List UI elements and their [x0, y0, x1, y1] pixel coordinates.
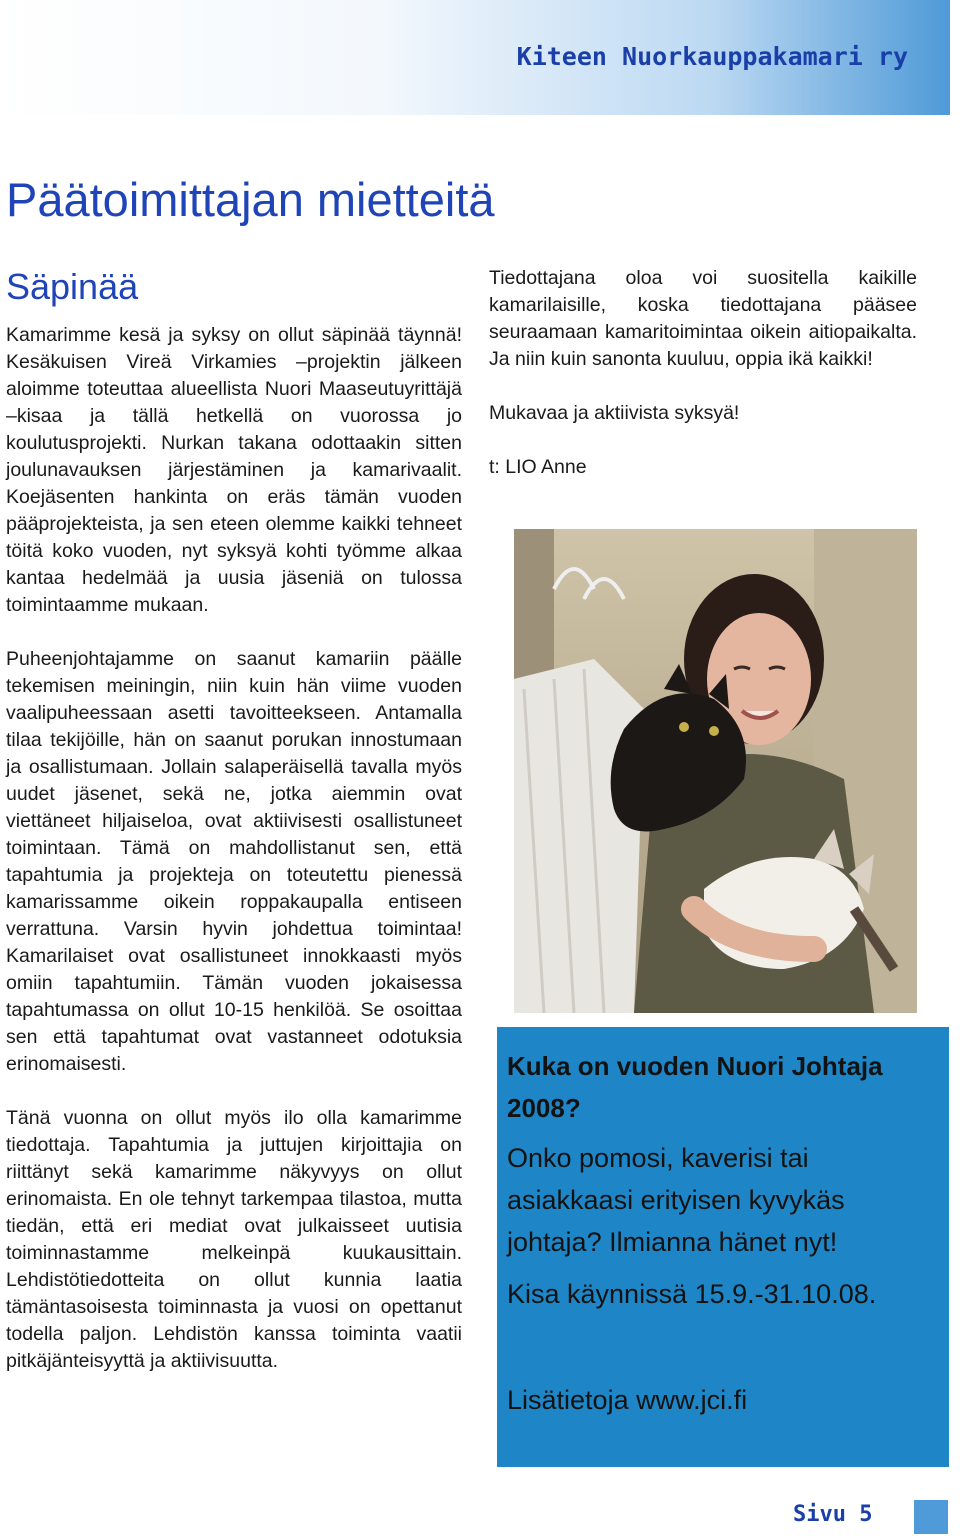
ad-question: Onko pomosi, kaverisi tai asiakkaasi erityisen kyvykäs johtaja? Ilmianna hänet nyt!: [507, 1143, 845, 1257]
author-signature: t: LIO Anne: [489, 456, 587, 478]
article-paragraph: Tänä vuonna on ollut myös ilo olla kamarimme tiedottaja. Tapahtumia ja juttujen kirjoittajia on riittänyt sekä kamarimme näkyvyys on ollut erinomaista. En ole tehnyt tarkempaa tilastoa, mutta tiedän, että eri mediat ovat julkaisseet uutisia toiminnastamme melkeinpä kuukausittain. Lehdistötiedotteita on ollut kunnia laatia tämäntasoisesta toiminnasta ja vuosi on opettanut todella paljon. Lehdistön kanssa toiminta vaatii pitkäjänteisyyttä ja aktiivisuutta.: [6, 1107, 462, 1372]
ad-dates: Kisa käynnissä 15.9.-31.10.08.: [507, 1279, 877, 1309]
author-photo: [514, 529, 917, 1013]
closing-line: Mukavaa ja aktiivista syksyä!: [489, 402, 740, 424]
article-paragraph: Puheenjohtajamme on saanut kamariin päälle tekemisen meiningin, niin kuin hän viime vuoden vaalipuheessaan asetti tavoitteekseen. Antamalla tilaa tekijöille, hän on saanut porukan innostumaan ja osallistumaan. Jollain salaperäisellä tavalla myös uudet jäsenet, sekä ne, jotka aiemmin ovat viettäneet hiljaiseloa, ovat aktiivisesti osallistuneet toimintaan. Tämä on mahdollistanut sen, että tapahtumia ja projekteja on toteutettu pienessä kamarissamme oikein roppakaupalla entiseen verrattuna. Varsin hyvin johdettua toimintaa! Kamarilaiset ovat osallistuneet innokkaasti myös omiin tapahtumiin. Tämän vuoden jokaisessa tapahtumassa on ollut 10-15 henkilöä. Se osoittaa sen että tapahtumat ovat vastanneet odotuksia erinomaisesti.: [6, 648, 462, 1075]
page-number-marker: [914, 1500, 948, 1534]
article-paragraph: Tiedottajana oloa voi suositella kaikille kamarilaisille, koska tiedottajana pääsee seuraamaan kamaritoimintaa oikein aitiopaikalta. Ja niin kuin sanonta kuuluu, oppia ikä kaikki!: [489, 267, 917, 370]
section-title: Säpinää: [6, 266, 139, 307]
article-paragraph: Kamarimme kesä ja syksy on ollut säpinää täynnä! Kesäkuisen Vireä Virkamies –projektin jälkeen aloimme toteuttaa alueellista Nuori Maaseutuyrittäjä –kisaa ja tällä hetkellä on vuorossa jo koulutusprojekti. Nurkan takana odottaakin sitten joulunavauksen järjestäminen ja kamarivaalit. Koejäsenten hankinta on eräs tämän vuoden pääprojekteista, ja sen eteen olemme kaikki tehneet töitä koko vuoden, nyt syksyä kohti työmme alkaa kantaa hedelmää ja uusia jäseniä on tulossa toimintaamme mukaan.: [6, 324, 462, 616]
left-column: [6, 322, 462, 1402]
page-title: Päätoimittajan mietteitä: [6, 173, 495, 226]
ad-info-link[interactable]: Lisätietoja www.jci.fi: [507, 1385, 748, 1415]
header-bar: [0, 0, 950, 115]
contest-ad-box: [497, 1027, 949, 1467]
author-photo-image: [514, 529, 917, 1013]
right-column: [489, 265, 917, 508]
organization-name: Kiteen Nuorkauppakamari ry: [516, 42, 908, 71]
ad-heading: Kuka on vuoden Nuori Johtaja 2008?: [507, 1051, 883, 1123]
page-number: Sivu 5: [793, 1502, 873, 1527]
